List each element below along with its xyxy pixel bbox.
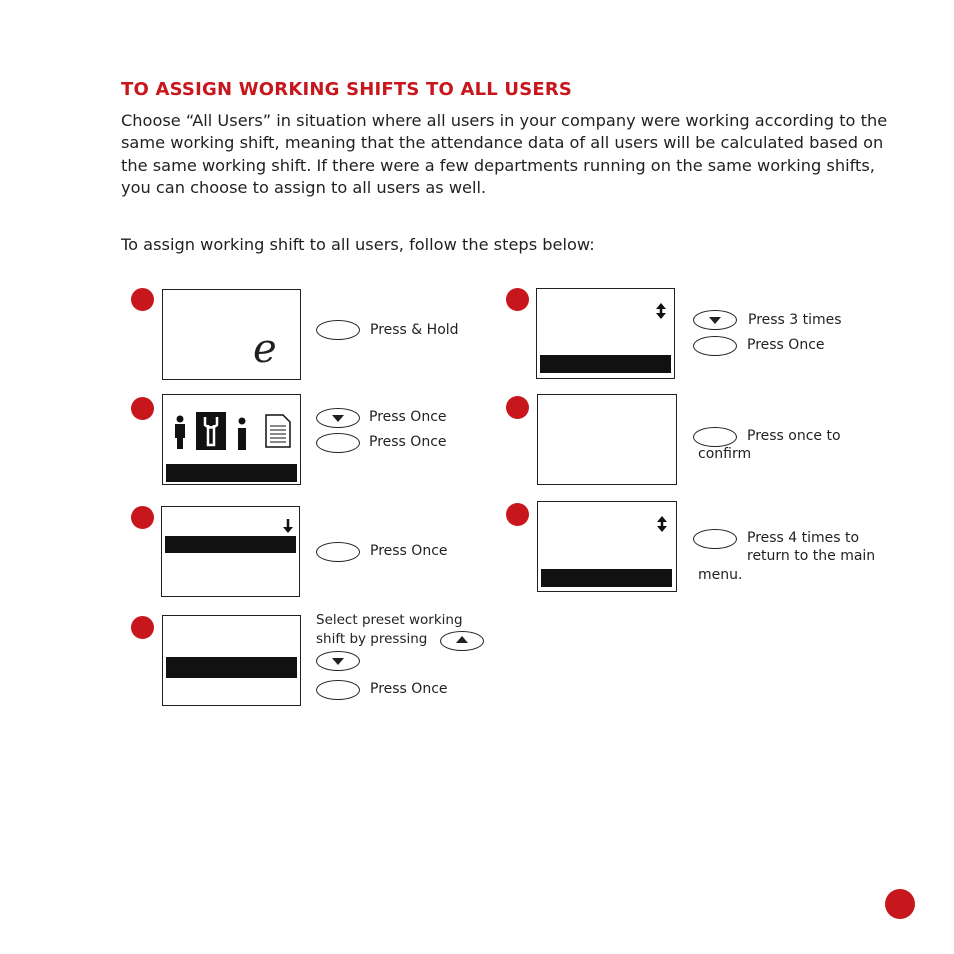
up-arrow-button[interactable]	[440, 631, 484, 651]
steps-lead: To assign working shift to all users, follow the steps below:	[121, 235, 595, 254]
scroll-down-icon	[282, 518, 294, 534]
logo-e-icon	[251, 328, 295, 372]
ok-button[interactable]	[693, 427, 737, 447]
page-marker	[885, 889, 915, 919]
step-7-text-3: menu.	[698, 567, 743, 583]
step-6-text-2: confirm	[698, 446, 752, 462]
user-icon	[171, 415, 189, 451]
down-arrow-button[interactable]	[693, 310, 737, 330]
step-2-label-2: Press Once	[369, 434, 447, 450]
step-6-screen	[537, 394, 677, 485]
svg-text:e: e	[253, 328, 277, 372]
step-3-screen	[161, 506, 300, 597]
selection-bar	[165, 536, 296, 553]
step-7-text-1: Press 4 times to	[747, 530, 860, 546]
down-arrow-button[interactable]	[316, 408, 360, 428]
settings-icon	[196, 412, 226, 450]
step-6-text-1: Press once to	[747, 428, 841, 444]
step-3-marker	[131, 506, 154, 529]
step-5-label-2: Press Once	[747, 337, 825, 353]
step-1-marker	[131, 288, 154, 311]
step-4-screen	[162, 615, 301, 706]
down-arrow-button[interactable]	[316, 651, 360, 671]
report-icon	[265, 414, 291, 448]
ok-button[interactable]	[316, 680, 360, 700]
step-1-label: Press & Hold	[370, 322, 459, 338]
info-icon	[235, 417, 249, 453]
step-4-label: Press Once	[370, 681, 448, 697]
selection-bar	[541, 569, 672, 587]
ok-button[interactable]	[693, 529, 737, 549]
step-2-label-1: Press Once	[369, 409, 447, 425]
step-1-screen	[162, 289, 301, 380]
selection-bar	[166, 464, 297, 482]
step-7-marker	[506, 503, 529, 526]
ok-button[interactable]	[316, 433, 360, 453]
ok-button[interactable]	[316, 542, 360, 562]
step-5-marker	[506, 288, 529, 311]
scroll-up-down-icon	[655, 302, 667, 320]
step-5-screen	[536, 288, 675, 379]
step-4-text-1: Select preset working	[316, 612, 463, 628]
step-5-label-1: Press 3 times	[748, 312, 842, 328]
step-6-marker	[506, 396, 529, 419]
step-2-marker	[131, 397, 154, 420]
step-3-label: Press Once	[370, 543, 448, 559]
selection-bar	[166, 657, 297, 678]
scroll-up-down-icon	[656, 515, 668, 533]
ok-button[interactable]	[693, 336, 737, 356]
ok-button[interactable]	[316, 320, 360, 340]
page-heading: TO ASSIGN WORKING SHIFTS TO ALL USERS	[121, 79, 573, 100]
step-4-marker	[131, 616, 154, 639]
selection-bar	[540, 355, 671, 373]
step-2-screen	[162, 394, 301, 485]
step-7-text-2: return to the main	[747, 548, 876, 564]
step-7-screen	[537, 501, 677, 592]
step-4-text-2: shift by pressing	[316, 631, 428, 647]
intro-paragraph: Choose “All Users” in situation where all users in your company were working according to the same working shift, meaning that the attendance data of all users will be calculated based on the same working shift. If there were a few departments running on the same working shifts, you can choose to assign to all users as well.	[121, 111, 888, 197]
